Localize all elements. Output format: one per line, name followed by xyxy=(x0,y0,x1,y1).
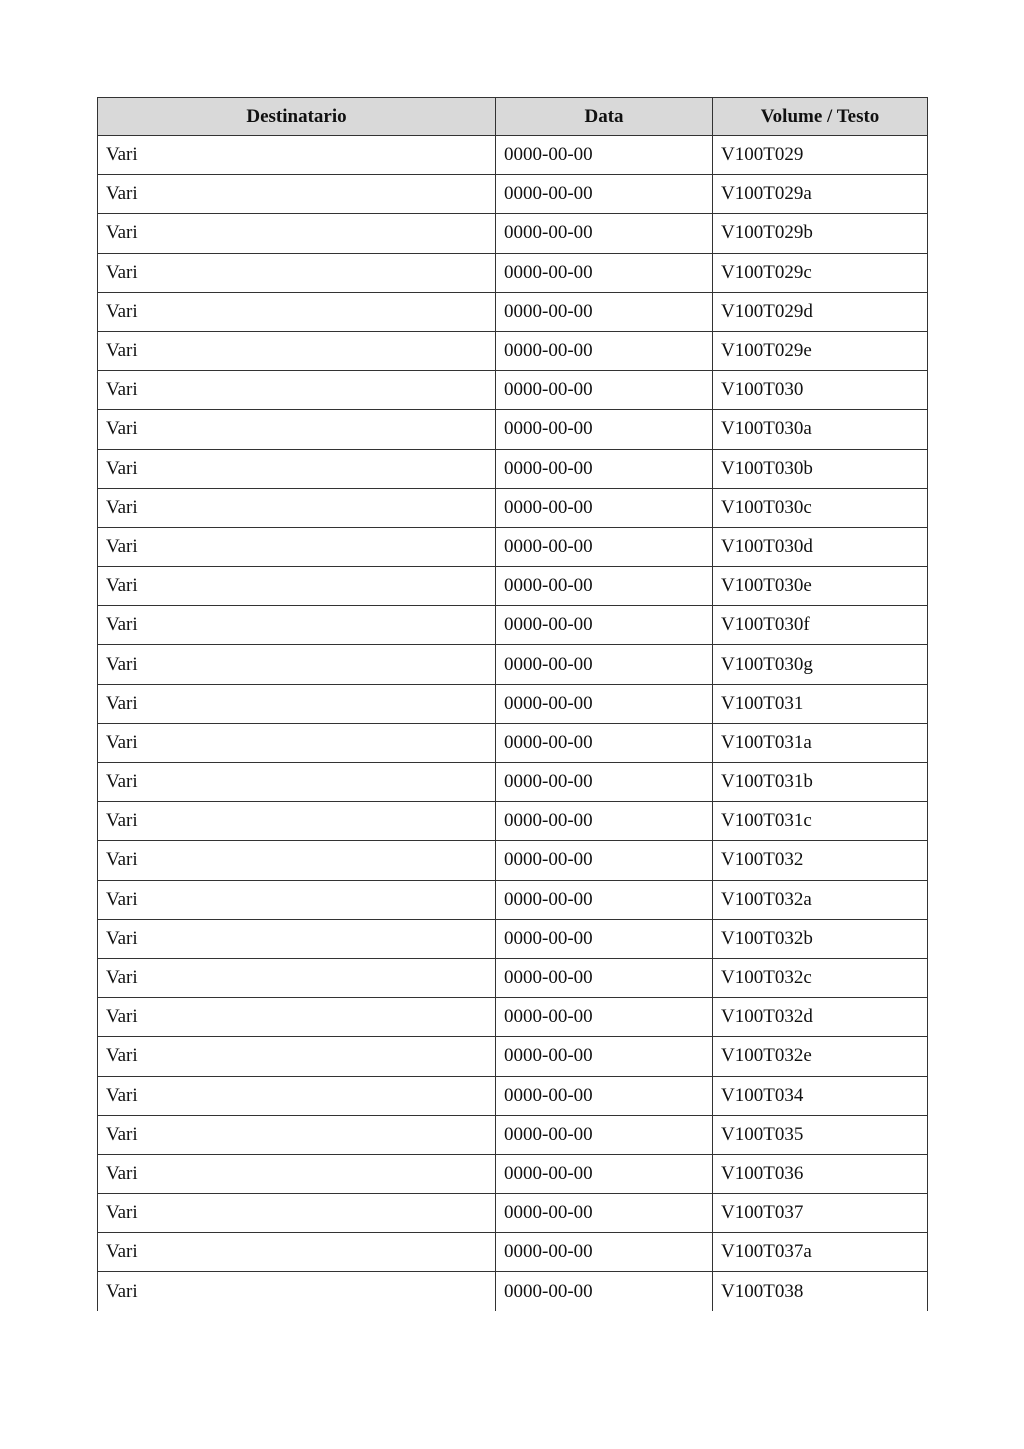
cell-destinatario: Vari xyxy=(98,449,496,488)
cell-data: 0000-00-00 xyxy=(496,684,713,723)
cell-volume-testo: V100T037a xyxy=(713,1233,928,1272)
cell-destinatario: Vari xyxy=(98,567,496,606)
cell-data: 0000-00-00 xyxy=(496,1233,713,1272)
cell-data: 0000-00-00 xyxy=(496,919,713,958)
cell-data: 0000-00-00 xyxy=(496,527,713,566)
cell-volume-testo: V100T032e xyxy=(713,1037,928,1076)
cell-volume-testo: V100T030 xyxy=(713,371,928,410)
cell-volume-testo: V100T032d xyxy=(713,998,928,1037)
table-row xyxy=(98,253,928,292)
cell-data: 0000-00-00 xyxy=(496,1115,713,1154)
cell-data: 0000-00-00 xyxy=(496,567,713,606)
table-row xyxy=(98,606,928,645)
cell-data: 0000-00-00 xyxy=(496,371,713,410)
cell-data: 0000-00-00 xyxy=(496,253,713,292)
cell-volume-testo: V100T032 xyxy=(713,841,928,880)
cell-volume-testo: V100T036 xyxy=(713,1154,928,1193)
cell-destinatario: Vari xyxy=(98,1115,496,1154)
cell-data: 0000-00-00 xyxy=(496,1154,713,1193)
cell-destinatario: Vari xyxy=(98,958,496,997)
cell-data: 0000-00-00 xyxy=(496,1272,713,1311)
cell-volume-testo: V100T038 xyxy=(713,1272,928,1311)
cell-data: 0000-00-00 xyxy=(496,645,713,684)
cell-data: 0000-00-00 xyxy=(496,175,713,214)
cell-destinatario: Vari xyxy=(98,998,496,1037)
table-row xyxy=(98,1272,928,1311)
table-row xyxy=(98,1154,928,1193)
letters-table xyxy=(97,97,928,1311)
cell-destinatario: Vari xyxy=(98,723,496,762)
cell-volume-testo: V100T035 xyxy=(713,1115,928,1154)
cell-data: 0000-00-00 xyxy=(496,998,713,1037)
cell-volume-testo: V100T031 xyxy=(713,684,928,723)
cell-destinatario: Vari xyxy=(98,253,496,292)
cell-destinatario: Vari xyxy=(98,645,496,684)
cell-volume-testo: V100T032b xyxy=(713,919,928,958)
header-destinatario: Destinatario xyxy=(98,98,496,136)
cell-destinatario: Vari xyxy=(98,410,496,449)
cell-volume-testo: V100T034 xyxy=(713,1076,928,1115)
table-row xyxy=(98,214,928,253)
table-row xyxy=(98,1233,928,1272)
cell-destinatario: Vari xyxy=(98,214,496,253)
table-row xyxy=(98,331,928,370)
cell-data: 0000-00-00 xyxy=(496,763,713,802)
cell-volume-testo: V100T037 xyxy=(713,1194,928,1233)
cell-volume-testo: V100T029c xyxy=(713,253,928,292)
cell-data: 0000-00-00 xyxy=(496,488,713,527)
header-row xyxy=(98,98,928,136)
cell-destinatario: Vari xyxy=(98,136,496,175)
cell-destinatario: Vari xyxy=(98,527,496,566)
cell-data: 0000-00-00 xyxy=(496,1076,713,1115)
cell-destinatario: Vari xyxy=(98,488,496,527)
cell-volume-testo: V100T029a xyxy=(713,175,928,214)
cell-volume-testo: V100T031c xyxy=(713,802,928,841)
cell-data: 0000-00-00 xyxy=(496,723,713,762)
header-volume-testo: Volume / Testo xyxy=(713,98,928,136)
table-row xyxy=(98,175,928,214)
cell-volume-testo: V100T030f xyxy=(713,606,928,645)
cell-data: 0000-00-00 xyxy=(496,136,713,175)
table-row xyxy=(98,880,928,919)
cell-destinatario: Vari xyxy=(98,880,496,919)
cell-volume-testo: V100T030g xyxy=(713,645,928,684)
cell-destinatario: Vari xyxy=(98,331,496,370)
cell-data: 0000-00-00 xyxy=(496,1037,713,1076)
cell-volume-testo: V100T029e xyxy=(713,331,928,370)
header-data: Data xyxy=(496,98,713,136)
cell-destinatario: Vari xyxy=(98,1154,496,1193)
cell-destinatario: Vari xyxy=(98,371,496,410)
cell-volume-testo: V100T031a xyxy=(713,723,928,762)
cell-destinatario: Vari xyxy=(98,292,496,331)
table-header xyxy=(98,98,928,136)
cell-destinatario: Vari xyxy=(98,1037,496,1076)
table-row xyxy=(98,449,928,488)
cell-volume-testo: V100T032c xyxy=(713,958,928,997)
cell-volume-testo: V100T030b xyxy=(713,449,928,488)
table-row xyxy=(98,841,928,880)
table-row xyxy=(98,136,928,175)
table-row xyxy=(98,958,928,997)
table-row xyxy=(98,371,928,410)
cell-data: 0000-00-00 xyxy=(496,214,713,253)
table-row xyxy=(98,645,928,684)
cell-data: 0000-00-00 xyxy=(496,1194,713,1233)
table-row xyxy=(98,684,928,723)
cell-data: 0000-00-00 xyxy=(496,292,713,331)
cell-volume-testo: V100T030c xyxy=(713,488,928,527)
table-body xyxy=(98,136,928,1312)
cell-volume-testo: V100T031b xyxy=(713,763,928,802)
cell-data: 0000-00-00 xyxy=(496,410,713,449)
table-row xyxy=(98,527,928,566)
table-row xyxy=(98,723,928,762)
cell-volume-testo: V100T030a xyxy=(713,410,928,449)
table-row xyxy=(98,567,928,606)
cell-volume-testo: V100T029 xyxy=(713,136,928,175)
table-row xyxy=(98,1194,928,1233)
table-row xyxy=(98,410,928,449)
cell-data: 0000-00-00 xyxy=(496,449,713,488)
cell-data: 0000-00-00 xyxy=(496,802,713,841)
cell-destinatario: Vari xyxy=(98,763,496,802)
cell-destinatario: Vari xyxy=(98,841,496,880)
cell-volume-testo: V100T030e xyxy=(713,567,928,606)
cell-destinatario: Vari xyxy=(98,802,496,841)
table-row xyxy=(98,1037,928,1076)
table-row xyxy=(98,292,928,331)
cell-destinatario: Vari xyxy=(98,1076,496,1115)
cell-destinatario: Vari xyxy=(98,175,496,214)
cell-volume-testo: V100T029d xyxy=(713,292,928,331)
table-row xyxy=(98,919,928,958)
cell-destinatario: Vari xyxy=(98,919,496,958)
table-row xyxy=(98,802,928,841)
cell-destinatario: Vari xyxy=(98,1194,496,1233)
cell-destinatario: Vari xyxy=(98,684,496,723)
cell-data: 0000-00-00 xyxy=(496,606,713,645)
cell-destinatario: Vari xyxy=(98,1272,496,1311)
cell-destinatario: Vari xyxy=(98,1233,496,1272)
cell-data: 0000-00-00 xyxy=(496,331,713,370)
table-row xyxy=(98,1076,928,1115)
table-row xyxy=(98,1115,928,1154)
cell-volume-testo: V100T029b xyxy=(713,214,928,253)
cell-volume-testo: V100T032a xyxy=(713,880,928,919)
cell-data: 0000-00-00 xyxy=(496,958,713,997)
table-row xyxy=(98,998,928,1037)
cell-data: 0000-00-00 xyxy=(496,841,713,880)
cell-destinatario: Vari xyxy=(98,606,496,645)
table-row xyxy=(98,763,928,802)
cell-volume-testo: V100T030d xyxy=(713,527,928,566)
cell-data: 0000-00-00 xyxy=(496,880,713,919)
table-row xyxy=(98,488,928,527)
